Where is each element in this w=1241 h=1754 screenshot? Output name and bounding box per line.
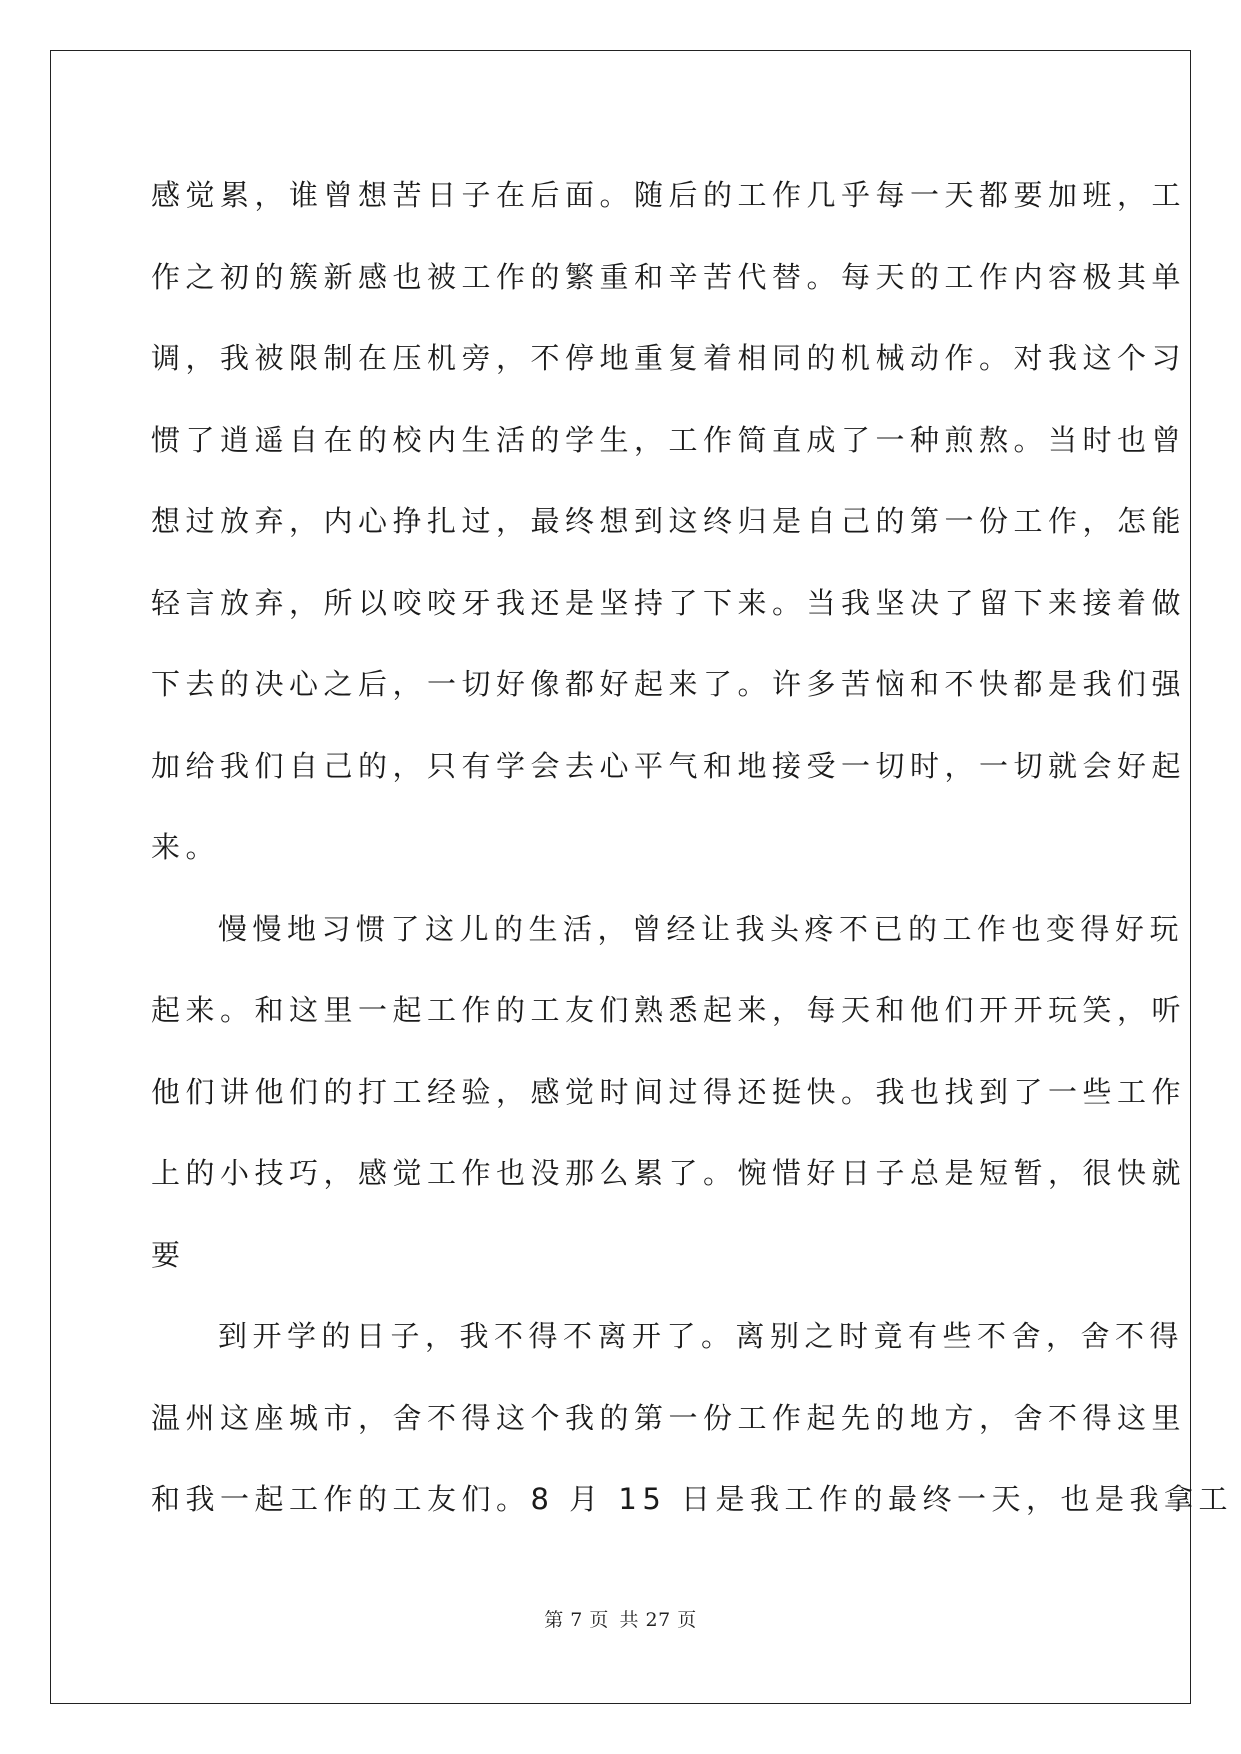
- text-line: 加给我们自己的，只有学会去心平气和地接受一切时，一切就会好起: [151, 748, 1187, 783]
- text-line: 想过放弃，内心挣扎过，最终想到这终归是自己的第一份工作，怎能: [151, 504, 1187, 538]
- text-line: 和我一起工作的工友们。8 月 15 日是我工作的最终一天，也是我拿工: [151, 1482, 1234, 1516]
- text-line: 上的小技巧，感觉工作也没那么累了。惋惜好日子总是短暂，很快就: [151, 1156, 1187, 1190]
- paragraph-start-line: 到开学的日子，我不得不离开了。离别之时竟有些不舍，舍不得: [218, 1319, 1185, 1353]
- text-line: 感觉累，谁曾想苦日子在后面。随后的工作几乎每一天都要加班，工: [151, 178, 1187, 212]
- page-number: 第 7 页: [544, 1609, 609, 1631]
- paragraph-start-line: 慢慢地习惯了这儿的生活，曾经让我头疼不已的工作也变得好玩: [218, 911, 1185, 946]
- document-body: [151, 155, 1234, 1541]
- text-line: 温州这座城市，舍不得这个我的第一份工作起先的地方，舍不得这里: [151, 1400, 1187, 1435]
- page-total: 共 27 页: [619, 1609, 697, 1631]
- text-line: 作之初的簇新感也被工作的繁重和辛苦代替。每天的工作内容极其单: [151, 259, 1187, 294]
- text-line: 要: [151, 1237, 186, 1272]
- text-line: 起来。和这里一起工作的工友们熟悉起来，每天和他们开开玩笑，听: [151, 993, 1187, 1027]
- text-line: 惯了逍遥自在的校内生活的学生，工作简直成了一种煎熬。当时也曾: [151, 422, 1187, 457]
- text-line: 来。: [151, 830, 221, 864]
- text-line: 轻言放弃，所以咬咬牙我还是坚持了下来。当我坚决了留下来接着做: [151, 585, 1187, 620]
- page-footer: [0, 1605, 1241, 1632]
- text-line: 调，我被限制在压机旁，不停地重复着相同的机械动作。对我这个习: [151, 341, 1187, 375]
- text-line: 下去的决心之后，一切好像都好起来了。许多苦恼和不快都是我们强: [151, 667, 1187, 701]
- text-line: 他们讲他们的打工经验，感觉时间过得还挺快。我也找到了一些工作: [151, 1074, 1187, 1109]
